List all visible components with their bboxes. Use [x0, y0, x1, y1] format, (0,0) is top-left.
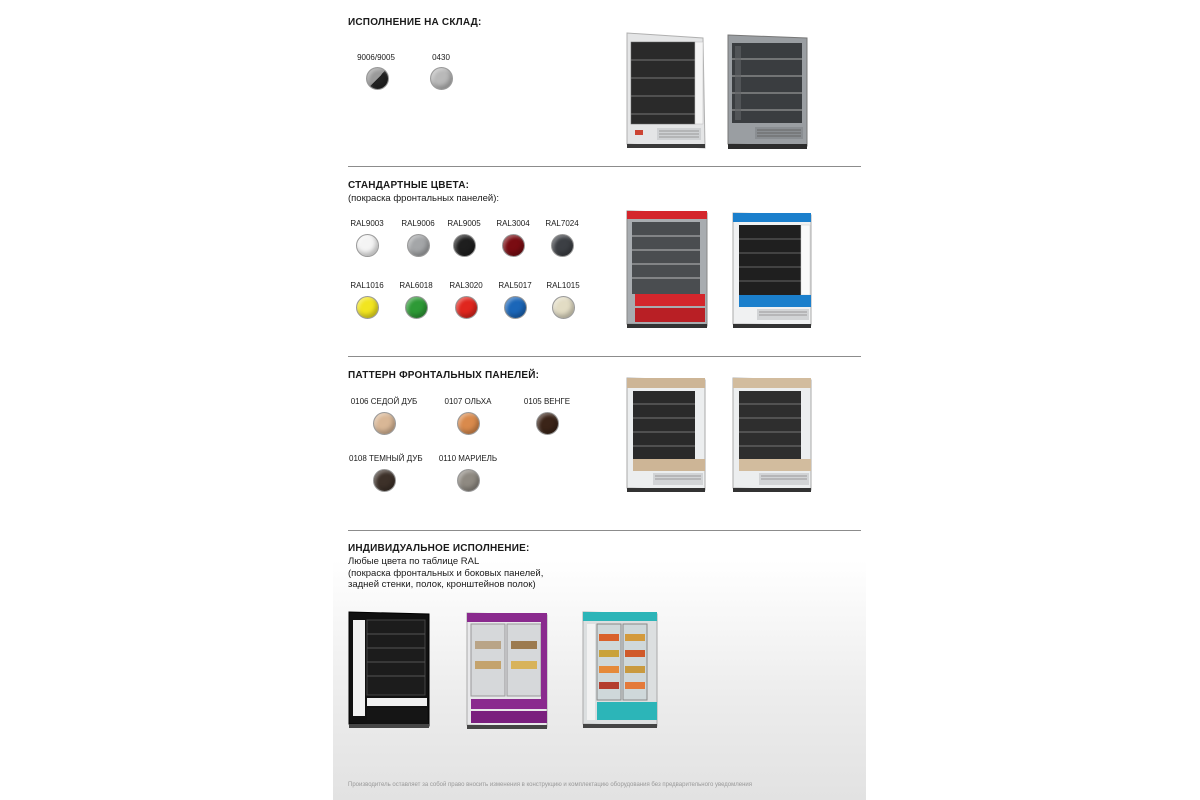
catalog-page [333, 0, 866, 800]
cabinet-image-blue [731, 211, 815, 331]
section-divider [348, 356, 861, 357]
swatch-label: 0110 МАРИЕЛЬ [438, 454, 498, 463]
color-swatch [502, 234, 525, 257]
swatch-label: RAL9005 [447, 219, 481, 228]
cabinet-image-oak-1 [625, 376, 707, 496]
color-swatch [373, 412, 396, 435]
section-title-stock: ИСПОЛНЕНИЕ НА СКЛАД: [348, 17, 482, 28]
color-swatch [536, 412, 559, 435]
color-swatch [405, 296, 428, 319]
cabinet-image-grey [725, 32, 815, 154]
color-swatch [455, 296, 478, 319]
swatch-label: RAL1016 [350, 281, 384, 290]
swatch-label: RAL9003 [350, 219, 384, 228]
section-title-panel-pattern: ПАТТЕРН ФРОНТАЛЬНЫХ ПАНЕЛЕЙ: [348, 370, 540, 381]
swatch-label: 9006/9005 [357, 53, 395, 62]
footer-disclaimer: Производитель оставляет за собой право вносить изменения в конструкцию и комплектацию оборудования без предварительного уведомления [348, 782, 753, 788]
color-swatch [504, 296, 527, 319]
section-divider [348, 530, 861, 531]
color-swatch [457, 412, 480, 435]
section-subtitle: (покраска фронтальных панелей): [348, 193, 500, 204]
color-swatch [552, 296, 575, 319]
cabinet-image-purple [465, 611, 551, 733]
swatch-label: RAL9006 [401, 219, 435, 228]
section-subtitle-line: (покраска фронтальных и боковых панелей, [348, 567, 544, 579]
section-title-standard-colors: СТАНДАРТНЫЕ ЦВЕТА: [348, 180, 470, 191]
swatch-label: 0105 ВЕНГЕ [523, 397, 571, 406]
cabinet-image-white [623, 30, 713, 155]
color-swatch [551, 234, 574, 257]
section-title-custom: ИНДИВИДУАЛЬНОЕ ИСПОЛНЕНИЕ: [348, 543, 530, 554]
cabinet-image-oak-2 [731, 376, 813, 496]
section-subtitle-line: задней стенки, полок, кронштейнов полок) [348, 579, 536, 590]
color-swatch-0430 [430, 67, 453, 90]
swatch-label: 0106 СЕДОЙ ДУБ [350, 397, 418, 406]
color-swatch [457, 469, 480, 492]
color-swatch [407, 234, 430, 257]
swatch-label: RAL3004 [496, 219, 530, 228]
swatch-label: 0107 ОЛЬХА [444, 397, 492, 406]
cabinet-image-black [347, 610, 433, 732]
swatch-label: 0108 ТЕМНЫЙ ДУБ [349, 454, 423, 463]
color-swatch [356, 296, 379, 319]
section-divider [348, 166, 861, 167]
cabinet-image-red [625, 208, 711, 332]
color-swatch-9006-9005 [366, 67, 389, 90]
color-swatch [373, 469, 396, 492]
swatch-label: RAL1015 [546, 281, 580, 290]
color-swatch [356, 234, 379, 257]
cabinet-image-teal [581, 610, 661, 732]
swatch-label: RAL7024 [545, 219, 579, 228]
swatch-label: RAL6018 [399, 281, 433, 290]
swatch-label: 0430 [432, 53, 450, 62]
section-subtitle-line: Любые цвета по таблице RAL [348, 556, 480, 567]
swatch-label: RAL5017 [498, 281, 532, 290]
swatch-label: RAL3020 [449, 281, 483, 290]
color-swatch [453, 234, 476, 257]
